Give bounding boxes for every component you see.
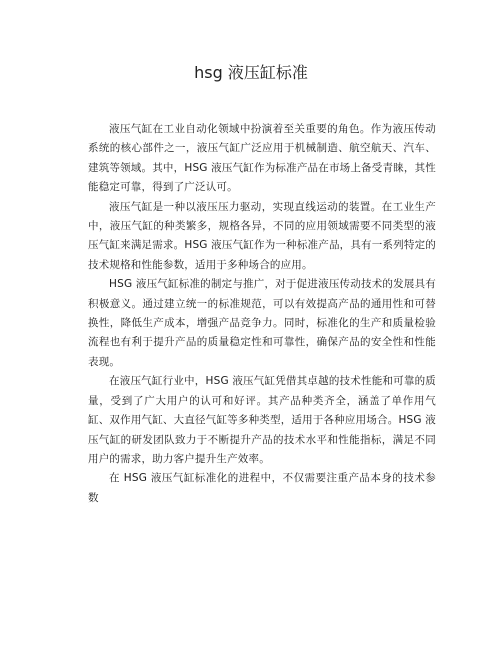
document-body <box>88 120 436 508</box>
page-title: hsg 液压缸标准 <box>194 63 308 82</box>
paragraph-4: 在液压气缸行业中，HSG 液压气缸凭借其卓越的技术性能和可靠的质量，受到了广大用户的认可和好评。其产品种类齐全，涵盖了单作用气缸、双作用气缸、大直径气缸等多种类型，适用于各种应用场合。HSG 液压气缸的研发团队致力于不断提升产品的技术水平和性能指标，满足不同用户的需求，助力客户提升生产效率。 <box>88 375 436 465</box>
paragraph-3: HSG 液压气缸标准的制定与推广，对于促进液压传动技术的发展具有积极意义。通过建立统一的标准规范，可以有效提高产品的通用性和可替换性，降低生产成本，增强产品竞争力。同时，标准化的生产和质量检验流程也有利于提升产品的质量稳定性和可靠性，确保产品的安全性和性能表现。 <box>88 278 436 368</box>
paragraph-5: 在 HSG 液压气缸标准化的进程中，不仅需要注重产品本身的技术参数 <box>88 472 436 504</box>
paragraph-2: 液压气缸是一种以液压压力驱动，实现直线运动的装置。在工业生产中，液压气缸的种类繁多，规格各异，不同的应用领域需要不同类型的液压气缸来满足需求。HSG 液压气缸作为一种标准产品，具有一系列特定的技术规格和性能参数，适用于多种场合的应用。 <box>88 200 436 271</box>
paragraph-1: 液压气缸在工业自动化领域中扮演着至关重要的角色。作为液压传动系统的核心部件之一，液压气缸广泛应用于机械制造、航空航天、汽车、建筑等领域。其中，HSG 液压气缸作为标准产品在市场上备受青睐，其性能稳定可靠，得到了广泛认可。 <box>88 123 436 194</box>
